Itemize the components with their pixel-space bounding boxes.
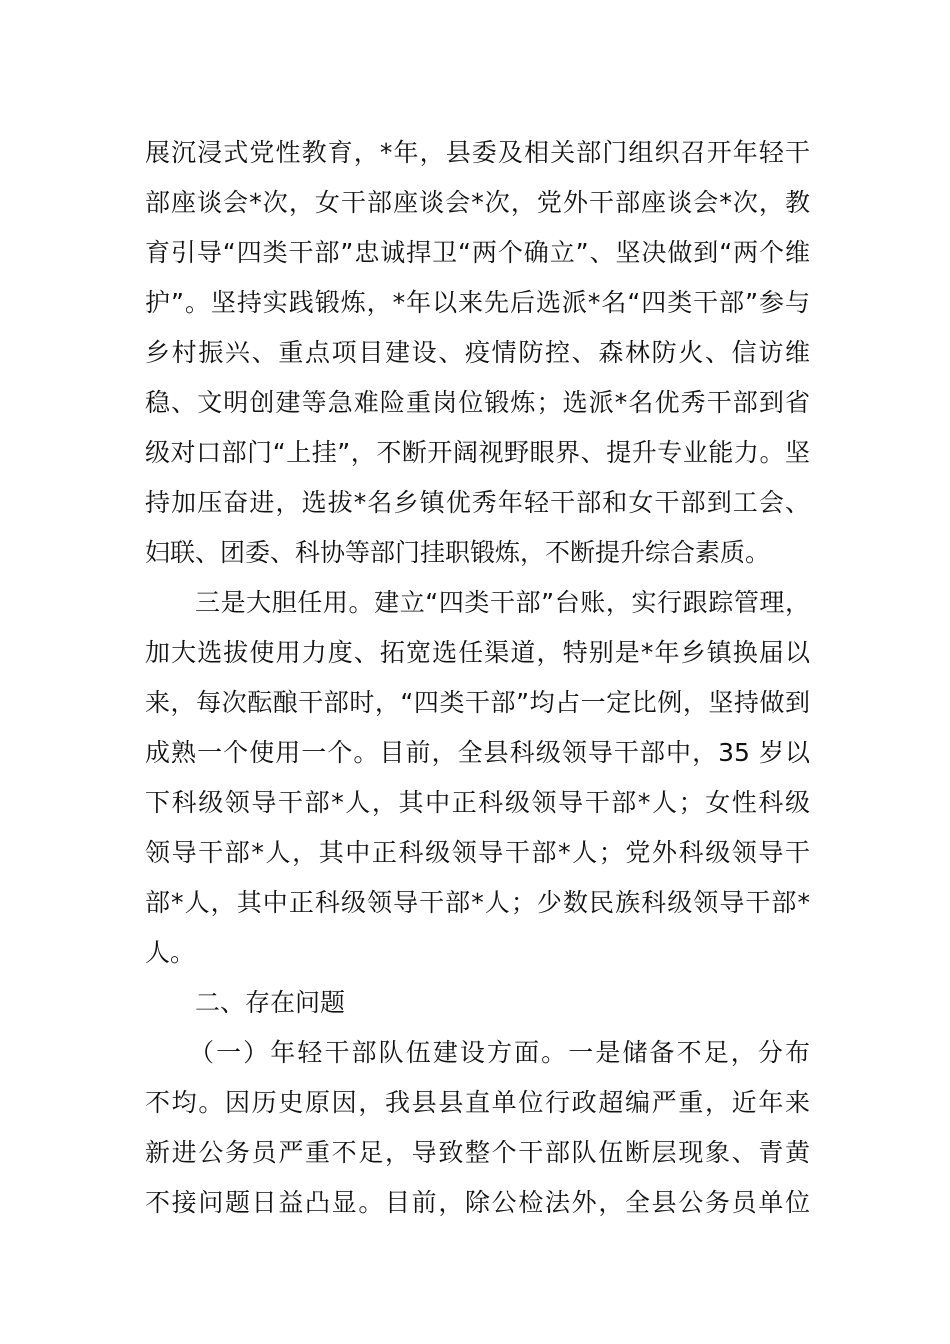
text-line: 育引导“四类干部”忠诚捍卫“两个确立”、坚决做到“两个维: [145, 238, 810, 267]
text-line: 乡村振兴、重点项目建设、疫情防控、森林防火、信访维: [145, 338, 810, 367]
text-line: 持加压奋进，选拔*名乡镇优秀年轻干部和女干部到工会、: [145, 488, 810, 517]
text-line: 部座谈会*次，女干部座谈会*次，党外干部座谈会*次，教: [145, 188, 810, 217]
text-line: 展沉浸式党性教育，*年，县委及相关部门组织召开年轻干: [145, 138, 810, 167]
text-line: 部*人，其中正科级领导干部*人；少数民族科级领导干部*: [145, 888, 810, 917]
subsection-start-line: （一）年轻干部队伍建设方面。一是储备不足，分布: [189, 1038, 810, 1067]
text-line: 成熟一个使用一个。目前，全县科级领导干部中，35 岁以: [145, 738, 810, 767]
text-line: 人。: [145, 938, 196, 967]
text-line: 下科级领导干部*人，其中正科级领导干部*人；女性科级: [145, 788, 810, 817]
text-line: 新进公务员严重不足，导致整个干部队伍断层现象、青黄: [145, 1138, 810, 1167]
paragraph-start-line: 三是大胆任用。建立“四类干部”台账，实行跟踪管理，: [195, 588, 810, 617]
text-line: 加大选拔使用力度、拓宽选任渠道，特别是*年乡镇换届以: [145, 638, 810, 667]
text-line: 妇联、团委、科协等部门挂职锻炼，不断提升综合素质。: [145, 538, 771, 567]
text-line: 来，每次酝酿干部时，“四类干部”均占一定比例，坚持做到: [145, 688, 810, 717]
text-line: 不均。因历史原因，我县县直单位行政超编严重，近年来: [145, 1088, 810, 1117]
text-line: 稳、文明创建等急难险重岗位锻炼；选派*名优秀干部到省: [145, 388, 810, 417]
text-line: 护”。坚持实践锻炼，*年以来先后选派*名“四类干部”参与: [145, 288, 810, 317]
text-line: 领导干部*人，其中正科级领导干部*人；党外科级领导干: [145, 838, 810, 867]
text-line: 不接问题日益凸显。目前，除公检法外，全县公务员单位: [145, 1188, 810, 1217]
document-body: [145, 128, 810, 1228]
text-line: 级对口部门“上挂”，不断开阔视野眼界、提升专业能力。坚: [145, 438, 810, 467]
section-heading: 二、存在问题: [195, 988, 346, 1017]
